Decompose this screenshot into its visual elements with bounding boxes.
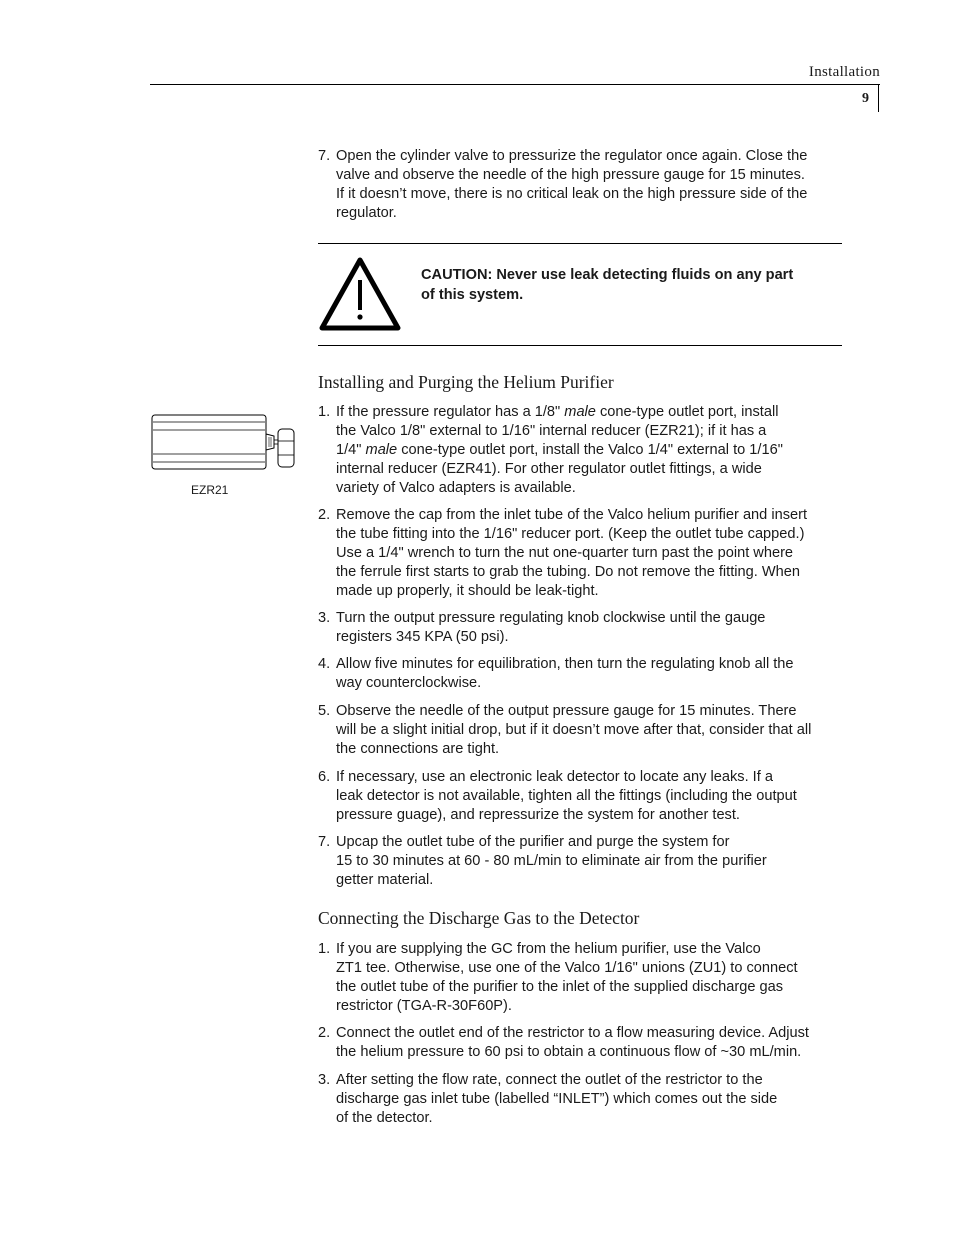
warning-triangle-icon — [318, 256, 402, 332]
item-line: If it doesn’t move, there is no critical leak on the high pressure side of the — [336, 186, 808, 202]
item-number: 1. — [318, 404, 331, 420]
item-text — [336, 768, 843, 825]
item-line: After setting the flow rate, connect the outlet of the restrictor to the — [336, 1072, 763, 1088]
item-line: 1/4" male cone-type outlet port, install the Valco 1/4" external to 1/16" — [336, 442, 783, 458]
list-item — [318, 940, 843, 1016]
item-text — [336, 609, 843, 647]
item-number: 2. — [318, 507, 331, 523]
item-line: Turn the output pressure regulating knob clockwise until the gauge — [336, 610, 766, 626]
list-item — [318, 768, 843, 825]
item-line: leak detector is not available, tighten all the fittings (including the output — [336, 788, 797, 804]
caution-line: CAUTION: Never use leak detecting fluids on any part — [421, 267, 794, 283]
item-line: Upcap the outlet tube of the purifier and purge the system for — [336, 834, 730, 850]
list-item — [318, 702, 843, 759]
item-line: regulator. — [336, 205, 397, 221]
section-heading-discharge: Connecting the Discharge Gas to the Detector — [318, 908, 640, 928]
item-text — [336, 655, 843, 693]
page-number: 9 — [862, 91, 869, 106]
item-line: If necessary, use an electronic leak detector to locate any leaks. If a — [336, 769, 773, 785]
caution-line: of this system. — [421, 287, 524, 303]
list-item — [318, 609, 843, 647]
item-line: Open the cylinder valve to pressurize the regulator once again. Close the — [336, 148, 808, 164]
item-line: pressure guage), and repressurize the system for another test. — [336, 807, 740, 823]
item-text — [336, 702, 843, 759]
list-item — [318, 147, 843, 223]
item-line: If the pressure regulator has a 1/8" male cone-type outlet port, install — [336, 404, 779, 420]
item-line: will be a slight initial drop, but if it doesn’t move after that, consider that all — [336, 722, 812, 738]
item-number: 3. — [318, 1072, 331, 1088]
item-text — [336, 1071, 843, 1128]
caution-text — [421, 265, 831, 305]
header-rule — [150, 84, 880, 85]
item-line: way counterclockwise. — [336, 675, 482, 691]
list-item — [318, 1024, 843, 1062]
item-line: Allow five minutes for equilibration, then turn the regulating knob all the — [336, 656, 794, 672]
item-text — [336, 1024, 843, 1062]
item-line: discharge gas inlet tube (labelled “INLET”) which comes out the side — [336, 1091, 778, 1107]
list-item — [318, 833, 843, 890]
item-number: 1. — [318, 941, 331, 957]
item-number: 3. — [318, 610, 331, 626]
item-line: If you are supplying the GC from the helium purifier, use the Valco — [336, 941, 761, 957]
item-text — [336, 940, 843, 1016]
caution-bottom-rule — [318, 345, 842, 346]
item-number: 5. — [318, 703, 331, 719]
figure-caption: EZR21 — [191, 483, 229, 497]
item-line: internal reducer (EZR41). For other regulator outlet fittings, a wide — [336, 461, 762, 477]
item-number: 6. — [318, 769, 331, 785]
item-line: 15 to 30 minutes at 60 - 80 mL/min to eliminate air from the purifier — [336, 853, 767, 869]
section-heading-purifier: Installing and Purging the Helium Purifier — [318, 372, 614, 392]
list-item — [318, 655, 843, 693]
item-line: the ferrule first starts to grab the tubing. Do not remove the fitting. When — [336, 564, 800, 580]
item-line: the outlet tube of the purifier to the inlet of the supplied discharge gas — [336, 979, 784, 995]
item-text — [336, 506, 843, 601]
item-number: 7. — [318, 148, 331, 164]
item-number: 4. — [318, 656, 331, 672]
item-line: Use a 1/4" wrench to turn the nut one-quarter turn past the point where — [336, 545, 794, 561]
item-line: Connect the outlet end of the restrictor to a flow measuring device. Adjust — [336, 1025, 809, 1041]
running-header-section: Installation — [808, 64, 880, 80]
item-text — [336, 833, 843, 890]
item-number: 2. — [318, 1025, 331, 1041]
item-line: the connections are tight. — [336, 741, 500, 757]
item-line: valve and observe the needle of the high pressure gauge for 15 minutes. — [336, 167, 805, 183]
item-line: of the detector. — [336, 1110, 433, 1126]
item-line: Remove the cap from the inlet tube of the Valco helium purifier and insert — [336, 507, 808, 523]
item-line: the Valco 1/8" external to 1/16" internal reducer (EZR21); if it has a — [336, 423, 767, 439]
item-line: registers 345 KPA (50 psi). — [336, 629, 509, 645]
item-line: getter material. — [336, 872, 434, 888]
item-number: 7. — [318, 834, 331, 850]
item-line: the helium pressure to 60 psi to obtain a continuous flow of ~30 mL/min. — [336, 1044, 802, 1060]
item-line: restrictor (TGA-R-30F60P). — [336, 998, 512, 1014]
item-text — [336, 147, 843, 223]
list-item — [318, 506, 843, 601]
item-text — [336, 403, 843, 498]
item-line: variety of Valco adapters is available. — [336, 480, 576, 496]
item-line: the tube fitting into the 1/16" reducer port. (Keep the outlet tube capped.) — [336, 526, 805, 542]
list-item — [318, 403, 843, 498]
item-line: made up properly, it should be leak-tight. — [336, 583, 599, 599]
list-item — [318, 1071, 843, 1128]
ezr21-reducer-figure — [150, 412, 298, 472]
caution-top-rule — [318, 243, 842, 244]
item-line: ZT1 tee. Otherwise, use one of the Valco 1/16" unions (ZU1) to connect — [336, 960, 798, 976]
item-line: Observe the needle of the output pressure gauge for 15 minutes. There — [336, 703, 797, 719]
